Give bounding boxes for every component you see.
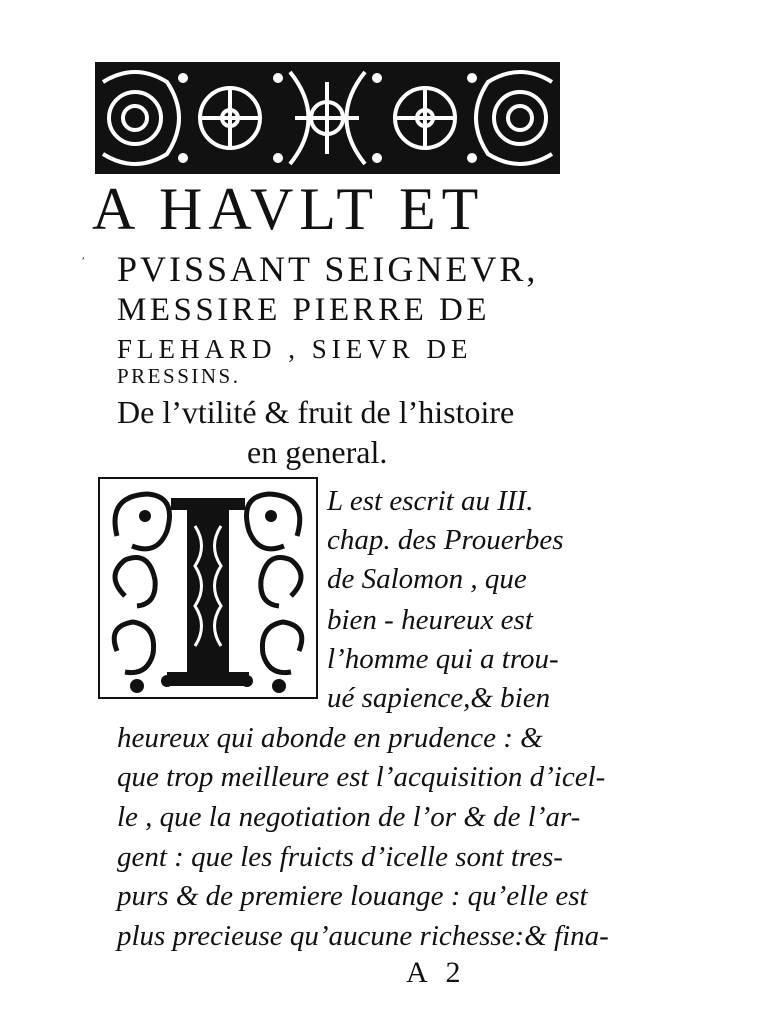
dedication-line-4: FLEHARD , SIEVR DE [117, 334, 473, 364]
body-line: que trop meilleure est l’acquisition d’icel- [117, 761, 606, 793]
decorated-initial-I [97, 476, 319, 700]
headpiece-ornament [95, 62, 560, 174]
body-line: le , que la negotiation de l’or & de l’ar- [117, 801, 581, 833]
dedication-line-2: PVISSANT SEIGNEVR, [117, 249, 539, 289]
body-line: L est escrit au III. [327, 485, 534, 517]
body-line: de Salomon , que [327, 563, 527, 595]
body-line: l’homme qui a trou- [327, 643, 559, 675]
subtitle-line-1: De l’vtilité & fruit de l’histoire [117, 394, 515, 430]
body-line: heureux qui abonde en prudence : & [117, 722, 543, 754]
signature-mark: A 2 [406, 956, 467, 989]
body-line: purs & de premiere louange : qu’elle est [117, 880, 588, 912]
body-line: chap. des Prouerbes [327, 524, 564, 556]
body-line: ué sapience,& bien [327, 682, 551, 714]
body-line: plus precieuse qu’aucune richesse:& fina- [117, 920, 609, 952]
stray-ink-mark: ʹ [82, 254, 85, 268]
dedication-line-1: A HAVLT ET [92, 176, 485, 242]
dedication-line-3: MESSIRE PIERRE DE [117, 292, 491, 328]
body-line: gent : que les fruicts d’icelle sont tres- [117, 841, 563, 873]
body-line: bien - heureux est [327, 604, 533, 636]
subtitle-line-2: en general. [247, 434, 388, 470]
dedication-line-5: PRESSINS. [117, 364, 241, 388]
